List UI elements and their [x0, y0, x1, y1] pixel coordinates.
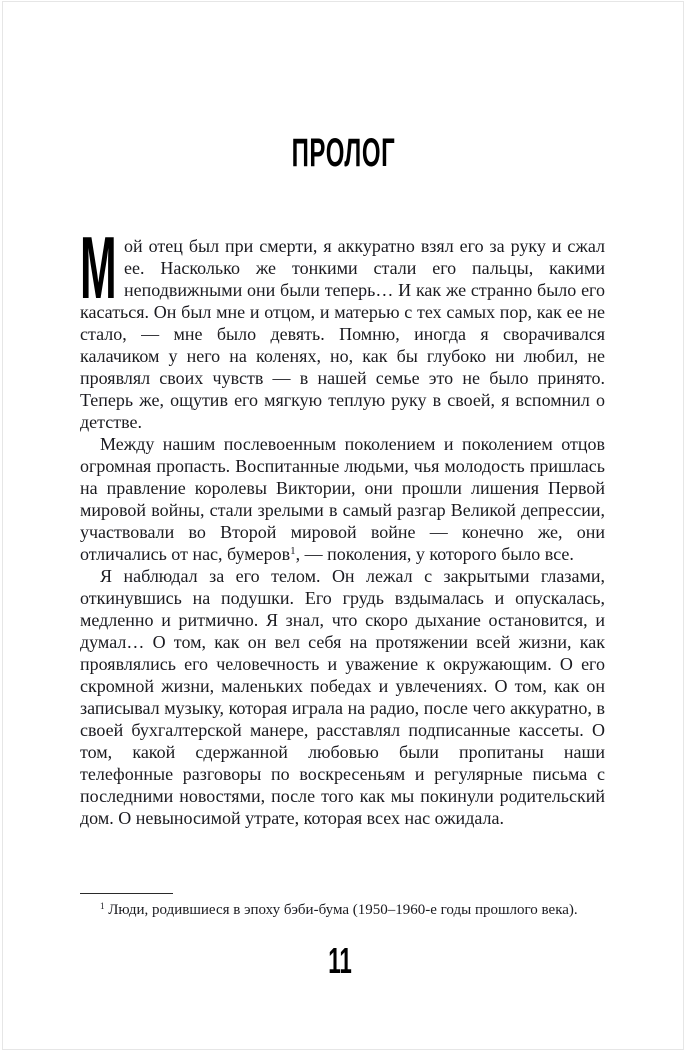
footnote-marker: 1 — [100, 901, 105, 911]
footnote-reference: 1 — [290, 545, 296, 557]
page-number — [0, 940, 680, 981]
paragraph-3 — [80, 565, 605, 829]
paragraph-2-text-continued: , — поколения, у которого было все. — [295, 544, 574, 564]
paragraph-1 — [80, 218, 605, 433]
footnote-text — [80, 900, 605, 920]
page-number-text: 11 — [328, 940, 352, 981]
paragraph-1-text: ой отец был при смерти, я аккуратно взял его за руку и сжал ее. Насколько же тонкими стали его пальцы, какими неподвижными они были теперь… И как же странно было его касаться. Он был мне и отцом, и матерью с тех самых пор, как ее не стало, — мне было девять. Помню, иногда я сворачивался калачиком у него на коленях, но, как бы глубоко ни любил, не проявлял своих чувств — в нашей семье это не было принято. Теперь же, ощутив его мягкую теплую руку в своей, я вспомнил о детстве. — [80, 236, 605, 432]
footnote-divider — [80, 893, 173, 894]
footnote — [80, 893, 605, 920]
paragraph-2 — [80, 433, 605, 565]
body-text — [80, 218, 605, 829]
paragraph-2-text: Между нашим послевоенным поколением и поколением отцов огромная пропасть. Воспитанные людьми, чья молодость пришлась на правление королевы Виктории, они прошли лишения Первой мировой войны, стали зрелыми в самый разгар Великой депрессии, участвовали во Второй мировой войне — конечно же, они отличались от нас, бумеров — [80, 434, 605, 564]
chapter-title-text: ПРОЛОГ — [291, 131, 396, 175]
footnote-body: Люди, родившиеся в эпоху бэби-бума (1950–1960-е годы прошлого века). — [108, 902, 578, 918]
paragraph-3-text: Я наблюдал за его телом. Он лежал с закрытыми глазами, откинувшись на подушки. Его грудь вздымалась и опускалась, медленно и ритмично. Я знал, что скоро дыхание остановится, и думал… О том, как он вел себя на протяжении всей жизни, как проявлялись его человечность и уважение к окружающим. О его скромной жизни, маленьких победах и увлечениях. О том, как он записывал музыку, которая играла на радио, после чего аккуратно, в своей бухгалтерской манере, расставлял подписанные кассеты. О том, какой сдержанной любовью были пропитаны наши телефонные разговоры по воскресеньям и регулярные письма с последними новостями, после того как мы покинули родительский дом. О невыносимой утрате, которая всех нас ожидала. — [80, 566, 605, 828]
drop-cap — [80, 218, 120, 317]
drop-cap-letter: М — [80, 218, 117, 317]
chapter-title — [0, 133, 687, 173]
